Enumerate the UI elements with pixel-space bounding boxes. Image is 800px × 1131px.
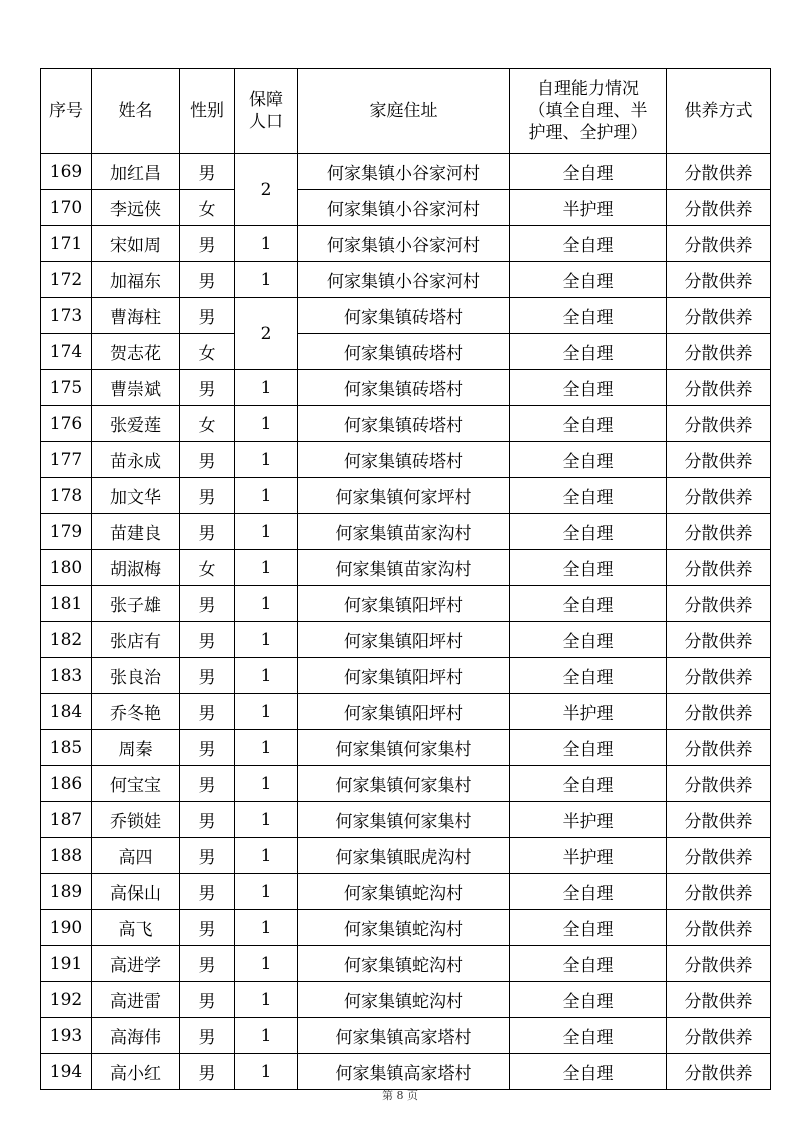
table-row — [41, 406, 771, 442]
gender-cell: 男 — [180, 694, 235, 730]
address-cell: 何家集镇小谷家河村 — [298, 262, 510, 298]
gender-cell: 女 — [180, 334, 235, 370]
support-cell: 分散供养 — [667, 190, 771, 226]
population-cell: 1 — [235, 370, 298, 406]
name-cell: 张良治 — [92, 658, 180, 694]
gender-cell: 男 — [180, 766, 235, 802]
population-cell: 1 — [235, 694, 298, 730]
header-name: 姓名 — [92, 69, 180, 154]
gender-cell: 男 — [180, 262, 235, 298]
gender-cell: 男 — [180, 874, 235, 910]
table-row — [41, 658, 771, 694]
seq-cell: 175 — [41, 370, 92, 406]
name-cell: 周秦 — [92, 730, 180, 766]
support-cell: 分散供养 — [667, 1054, 771, 1090]
ability-cell: 全自理 — [510, 658, 667, 694]
table-row — [41, 478, 771, 514]
seq-cell: 176 — [41, 406, 92, 442]
ability-cell: 全自理 — [510, 586, 667, 622]
table-row — [41, 442, 771, 478]
roster-table — [40, 68, 771, 1090]
table-row — [41, 838, 771, 874]
population-cell: 2 — [235, 298, 298, 370]
ability-cell: 全自理 — [510, 730, 667, 766]
seq-cell: 173 — [41, 298, 92, 334]
seq-cell: 182 — [41, 622, 92, 658]
header-support: 供养方式 — [667, 69, 771, 154]
gender-cell: 男 — [180, 802, 235, 838]
population-cell: 2 — [235, 154, 298, 226]
support-cell: 分散供养 — [667, 694, 771, 730]
address-cell: 何家集镇苗家沟村 — [298, 550, 510, 586]
gender-cell: 男 — [180, 154, 235, 190]
address-cell: 何家集镇蛇沟村 — [298, 946, 510, 982]
ability-cell: 全自理 — [510, 874, 667, 910]
name-cell: 加红昌 — [92, 154, 180, 190]
seq-cell: 177 — [41, 442, 92, 478]
address-cell: 何家集镇阳坪村 — [298, 658, 510, 694]
population-cell: 1 — [235, 442, 298, 478]
support-cell: 分散供养 — [667, 298, 771, 334]
support-cell: 分散供养 — [667, 370, 771, 406]
gender-cell: 男 — [180, 622, 235, 658]
ability-cell: 全自理 — [510, 334, 667, 370]
ability-cell: 全自理 — [510, 622, 667, 658]
address-cell: 何家集镇眠虎沟村 — [298, 838, 510, 874]
population-cell: 1 — [235, 874, 298, 910]
table-row — [41, 154, 771, 190]
name-cell: 曹海柱 — [92, 298, 180, 334]
support-cell: 分散供养 — [667, 910, 771, 946]
seq-cell: 187 — [41, 802, 92, 838]
ability-cell: 全自理 — [510, 766, 667, 802]
support-cell: 分散供养 — [667, 946, 771, 982]
name-cell: 曹崇斌 — [92, 370, 180, 406]
seq-cell: 194 — [41, 1054, 92, 1090]
name-cell: 高小红 — [92, 1054, 180, 1090]
seq-cell: 179 — [41, 514, 92, 550]
address-cell: 何家集镇何家坪村 — [298, 478, 510, 514]
support-cell: 分散供养 — [667, 766, 771, 802]
name-cell: 苗永成 — [92, 442, 180, 478]
seq-cell: 192 — [41, 982, 92, 1018]
name-cell: 高进雷 — [92, 982, 180, 1018]
table-row — [41, 586, 771, 622]
support-cell: 分散供养 — [667, 1018, 771, 1054]
seq-cell: 189 — [41, 874, 92, 910]
seq-cell: 184 — [41, 694, 92, 730]
support-cell: 分散供养 — [667, 982, 771, 1018]
name-cell: 高飞 — [92, 910, 180, 946]
ability-cell: 全自理 — [510, 514, 667, 550]
gender-cell: 女 — [180, 406, 235, 442]
seq-cell: 169 — [41, 154, 92, 190]
support-cell: 分散供养 — [667, 478, 771, 514]
header-ability-line3: 护理、全护理） — [528, 123, 648, 143]
address-cell: 何家集镇高家塔村 — [298, 1018, 510, 1054]
support-cell: 分散供养 — [667, 514, 771, 550]
name-cell: 贺志花 — [92, 334, 180, 370]
address-cell: 何家集镇小谷家河村 — [298, 154, 510, 190]
table-row — [41, 514, 771, 550]
table-row — [41, 874, 771, 910]
ability-cell: 全自理 — [510, 478, 667, 514]
ability-cell: 全自理 — [510, 946, 667, 982]
support-cell: 分散供养 — [667, 262, 771, 298]
support-cell: 分散供养 — [667, 838, 771, 874]
table-row — [41, 226, 771, 262]
address-cell: 何家集镇砖塔村 — [298, 370, 510, 406]
population-cell: 1 — [235, 622, 298, 658]
gender-cell: 男 — [180, 910, 235, 946]
gender-cell: 男 — [180, 838, 235, 874]
table-row — [41, 802, 771, 838]
ability-cell: 全自理 — [510, 262, 667, 298]
gender-cell: 女 — [180, 550, 235, 586]
name-cell: 乔冬艳 — [92, 694, 180, 730]
address-cell: 何家集镇苗家沟村 — [298, 514, 510, 550]
ability-cell: 全自理 — [510, 298, 667, 334]
support-cell: 分散供养 — [667, 730, 771, 766]
ability-cell: 半护理 — [510, 190, 667, 226]
name-cell: 苗建良 — [92, 514, 180, 550]
address-cell: 何家集镇蛇沟村 — [298, 910, 510, 946]
address-cell: 何家集镇高家塔村 — [298, 1054, 510, 1090]
population-cell: 1 — [235, 946, 298, 982]
ability-cell: 全自理 — [510, 406, 667, 442]
table-row — [41, 946, 771, 982]
seq-cell: 180 — [41, 550, 92, 586]
header-ability-line1: 自理能力情况 — [537, 79, 639, 99]
address-cell: 何家集镇何家集村 — [298, 766, 510, 802]
name-cell: 胡淑梅 — [92, 550, 180, 586]
ability-cell: 全自理 — [510, 370, 667, 406]
roster-body — [41, 154, 771, 1090]
seq-cell: 178 — [41, 478, 92, 514]
address-cell: 何家集镇砖塔村 — [298, 442, 510, 478]
name-cell: 乔锁娃 — [92, 802, 180, 838]
population-cell: 1 — [235, 406, 298, 442]
address-cell: 何家集镇阳坪村 — [298, 586, 510, 622]
name-cell: 张爱莲 — [92, 406, 180, 442]
name-cell: 李远侠 — [92, 190, 180, 226]
name-cell: 高进学 — [92, 946, 180, 982]
ability-cell: 全自理 — [510, 910, 667, 946]
population-cell: 1 — [235, 226, 298, 262]
population-cell: 1 — [235, 766, 298, 802]
seq-cell: 186 — [41, 766, 92, 802]
address-cell: 何家集镇蛇沟村 — [298, 874, 510, 910]
population-cell: 1 — [235, 838, 298, 874]
ability-cell: 半护理 — [510, 838, 667, 874]
population-cell: 1 — [235, 586, 298, 622]
ability-cell: 全自理 — [510, 982, 667, 1018]
header-ability — [510, 69, 667, 154]
support-cell: 分散供养 — [667, 586, 771, 622]
header-address: 家庭住址 — [298, 69, 510, 154]
header-row — [41, 69, 771, 154]
gender-cell: 男 — [180, 946, 235, 982]
gender-cell: 男 — [180, 478, 235, 514]
seq-cell: 172 — [41, 262, 92, 298]
name-cell: 何宝宝 — [92, 766, 180, 802]
seq-cell: 183 — [41, 658, 92, 694]
table-row — [41, 370, 771, 406]
table-row — [41, 694, 771, 730]
population-cell: 1 — [235, 658, 298, 694]
table-row — [41, 334, 771, 370]
seq-cell: 170 — [41, 190, 92, 226]
population-cell: 1 — [235, 478, 298, 514]
ability-cell: 半护理 — [510, 694, 667, 730]
address-cell: 何家集镇砖塔村 — [298, 298, 510, 334]
gender-cell: 男 — [180, 586, 235, 622]
ability-cell: 全自理 — [510, 550, 667, 586]
support-cell: 分散供养 — [667, 442, 771, 478]
support-cell: 分散供养 — [667, 802, 771, 838]
population-cell: 1 — [235, 514, 298, 550]
ability-cell: 全自理 — [510, 226, 667, 262]
name-cell: 加文华 — [92, 478, 180, 514]
seq-cell: 181 — [41, 586, 92, 622]
population-cell: 1 — [235, 1054, 298, 1090]
table-row — [41, 982, 771, 1018]
header-seq: 序号 — [41, 69, 92, 154]
table-row — [41, 622, 771, 658]
support-cell: 分散供养 — [667, 406, 771, 442]
header-gender: 性别 — [180, 69, 235, 154]
support-cell: 分散供养 — [667, 154, 771, 190]
population-cell: 1 — [235, 262, 298, 298]
name-cell: 高四 — [92, 838, 180, 874]
table-row — [41, 1054, 771, 1090]
address-cell: 何家集镇阳坪村 — [298, 694, 510, 730]
gender-cell: 男 — [180, 514, 235, 550]
address-cell: 何家集镇何家集村 — [298, 802, 510, 838]
population-cell: 1 — [235, 730, 298, 766]
seq-cell: 185 — [41, 730, 92, 766]
table-row — [41, 1018, 771, 1054]
address-cell: 何家集镇砖塔村 — [298, 406, 510, 442]
support-cell: 分散供养 — [667, 550, 771, 586]
ability-cell: 全自理 — [510, 1018, 667, 1054]
seq-cell: 174 — [41, 334, 92, 370]
name-cell: 高海伟 — [92, 1018, 180, 1054]
support-cell: 分散供养 — [667, 622, 771, 658]
table-row — [41, 910, 771, 946]
header-ability-line2: （填全自理、半 — [528, 101, 648, 121]
support-cell: 分散供养 — [667, 334, 771, 370]
ability-cell: 全自理 — [510, 1054, 667, 1090]
gender-cell: 男 — [180, 226, 235, 262]
support-cell: 分散供养 — [667, 226, 771, 262]
population-cell: 1 — [235, 982, 298, 1018]
seq-cell: 171 — [41, 226, 92, 262]
name-cell: 张店有 — [92, 622, 180, 658]
seq-cell: 191 — [41, 946, 92, 982]
support-cell: 分散供养 — [667, 658, 771, 694]
address-cell: 何家集镇蛇沟村 — [298, 982, 510, 1018]
gender-cell: 男 — [180, 658, 235, 694]
table-row — [41, 730, 771, 766]
name-cell: 张子雄 — [92, 586, 180, 622]
ability-cell: 全自理 — [510, 442, 667, 478]
address-cell: 何家集镇小谷家河村 — [298, 226, 510, 262]
gender-cell: 男 — [180, 370, 235, 406]
page-number: 第 8 页 — [382, 1089, 418, 1102]
header-population: 保障人口 — [235, 69, 298, 154]
name-cell: 高保山 — [92, 874, 180, 910]
seq-cell: 190 — [41, 910, 92, 946]
address-cell: 何家集镇砖塔村 — [298, 334, 510, 370]
address-cell: 何家集镇何家集村 — [298, 730, 510, 766]
population-cell: 1 — [235, 1018, 298, 1054]
name-cell: 加福东 — [92, 262, 180, 298]
population-cell: 1 — [235, 802, 298, 838]
population-cell: 1 — [235, 550, 298, 586]
gender-cell: 男 — [180, 730, 235, 766]
table-row — [41, 550, 771, 586]
address-cell: 何家集镇小谷家河村 — [298, 190, 510, 226]
address-cell: 何家集镇阳坪村 — [298, 622, 510, 658]
table-row — [41, 298, 771, 334]
support-cell: 分散供养 — [667, 874, 771, 910]
gender-cell: 男 — [180, 1018, 235, 1054]
gender-cell: 女 — [180, 190, 235, 226]
seq-cell: 188 — [41, 838, 92, 874]
gender-cell: 男 — [180, 442, 235, 478]
table-row — [41, 262, 771, 298]
population-cell: 1 — [235, 910, 298, 946]
gender-cell: 男 — [180, 298, 235, 334]
ability-cell: 全自理 — [510, 154, 667, 190]
ability-cell: 半护理 — [510, 802, 667, 838]
name-cell: 宋如周 — [92, 226, 180, 262]
table-row — [41, 766, 771, 802]
gender-cell: 男 — [180, 1054, 235, 1090]
gender-cell: 男 — [180, 982, 235, 1018]
seq-cell: 193 — [41, 1018, 92, 1054]
table-row — [41, 190, 771, 226]
